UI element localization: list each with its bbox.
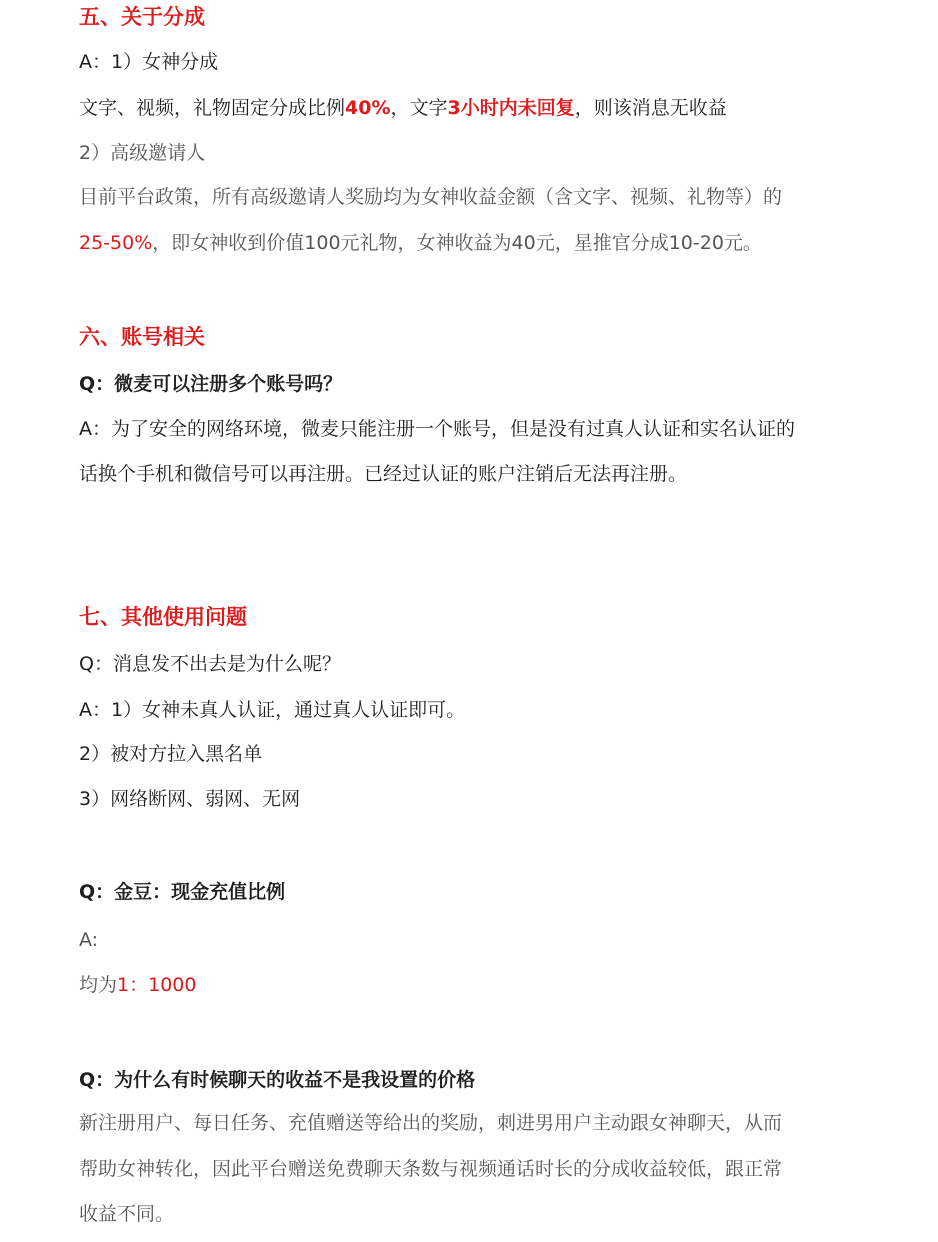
s7-answer-2: 2）被对方拉入黑名单: [79, 743, 263, 765]
s5-l5-range: 25-50%: [79, 232, 153, 254]
s7-question-2: Q：金豆：现金充值比例: [79, 881, 286, 903]
s6-answer-line-1: A：为了安全的网络环境，微麦只能注册一个账号，但是没有过真人认证和实名认证的: [79, 418, 795, 440]
s5-l2-ratio: 40%: [345, 97, 391, 119]
s5-l2-deadline: 3小时内未回复: [447, 97, 575, 119]
s5-answer-1: A：1）女神分成: [79, 51, 219, 73]
s7-answer-5: [79, 973, 196, 997]
s7-answer-1: A：1）女神未真人认证，通过真人认证即可。: [79, 699, 466, 721]
s7-question-3: Q：为什么有时候聊天的收益不是我设置的价格: [79, 1069, 476, 1091]
s5-senior-inviter: 2）高级邀请人: [79, 142, 206, 164]
s7-answer-3: 3）网络断网、弱网、无网: [79, 788, 301, 810]
s7-answer-7: 帮助女神转化，因此平台赠送免费聊天条数与视频通话时长的分成收益较低，跟正常: [79, 1158, 783, 1180]
s5-policy-line-2: [79, 231, 762, 255]
s7-a5-ratio: 1：1000: [117, 974, 197, 996]
s6-question: Q：微麦可以注册多个账号吗？: [79, 373, 343, 395]
s7-answer-6: 新注册用户、每日任务、充值赠送等给出的奖励，刺进男用户主动跟女神聊天，从而: [79, 1112, 783, 1134]
s7-question-1: Q：消息发不出去是为什么呢？: [79, 653, 341, 675]
s5-l2-text-2: ，文字: [390, 97, 448, 119]
s5-l5-text: ，即女神收到价值100元礼物，女神收益为40元，星推官分成10-20元。: [152, 232, 762, 254]
s5-share-ratio-line: [79, 96, 727, 120]
section-5-title: 五、关于分成: [79, 5, 205, 29]
section-6-title: 六、账号相关: [79, 325, 205, 349]
s5-policy-line-1: 目前平台政策，所有高级邀请人奖励均为女神收益金额（含文字、视频、礼物等）的: [79, 186, 783, 208]
section-7-title: 七、其他使用问题: [79, 605, 247, 629]
s7-answer-4: A:: [79, 929, 99, 951]
s6-answer-line-2: 话换个手机和微信号可以再注册。已经过认证的账户注销后无法再注册。: [79, 463, 688, 485]
s7-answer-8: 收益不同。: [79, 1203, 175, 1225]
s7-a5-text: 均为: [79, 974, 118, 996]
s5-l2-text-1: 文字、视频，礼物固定分成比例: [79, 97, 346, 119]
s5-l2-text-3: ，则该消息无收益: [574, 97, 727, 119]
